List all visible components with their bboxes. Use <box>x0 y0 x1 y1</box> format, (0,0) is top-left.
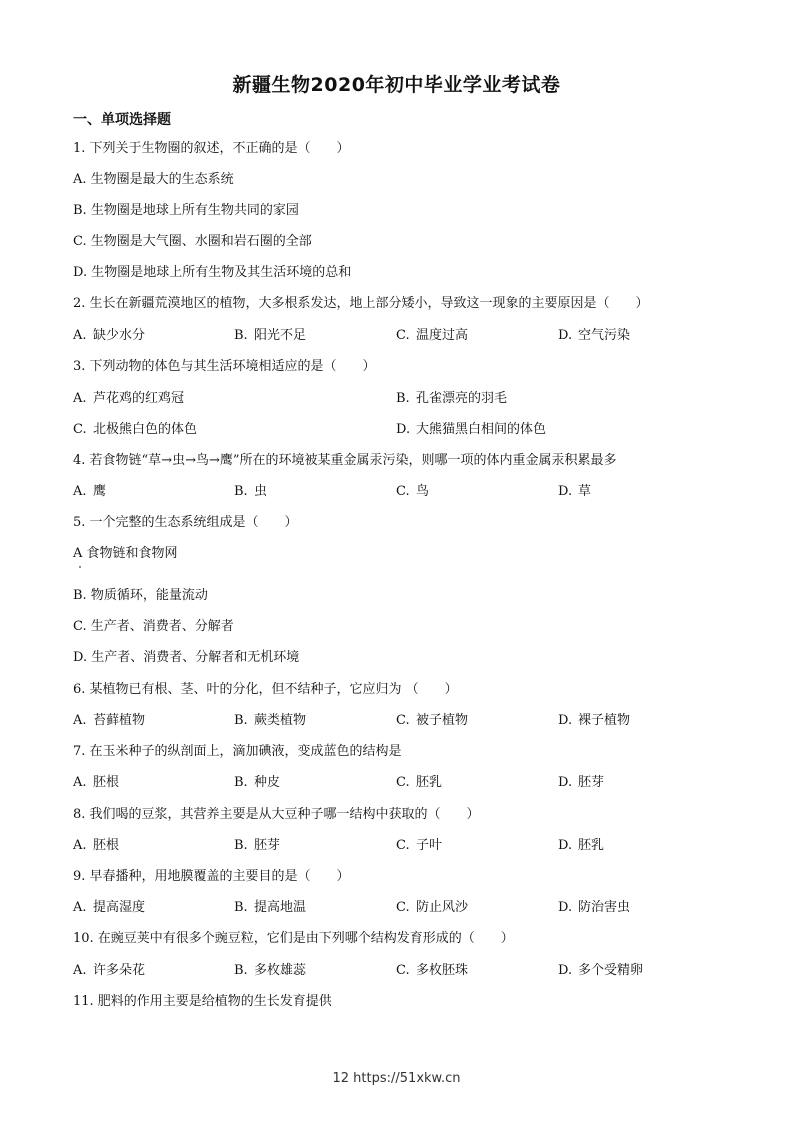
question-3-option-a <box>73 390 184 408</box>
option-letter: B. <box>234 328 248 343</box>
question-4-option-a <box>73 483 106 501</box>
option-letter: A. <box>73 484 87 499</box>
question-9-option-a <box>73 899 145 917</box>
option-text: 被子植物 <box>416 713 469 728</box>
option-text: 孔雀漂亮的羽毛 <box>416 391 508 406</box>
question-11-stem: 11. 肥料的作用主要是给植物的生长发育提供 <box>73 994 332 1009</box>
question-8-option-d <box>558 837 604 855</box>
question-10-option-b <box>234 962 306 980</box>
option-text: 北极熊白色的体色 <box>93 422 198 437</box>
option-text: 提高地温 <box>254 900 307 915</box>
option-letter: D. <box>558 328 573 343</box>
question-5-option-b: B. 物质循环，能量流动 <box>73 588 208 603</box>
option-text: 多枚胚珠 <box>416 963 469 978</box>
question-4-stem: 4. 若食物链“草→虫→鸟→鹰”所在的环境被某重金属汞污染，则哪一项的体内重金属汞积累最多 <box>73 453 617 468</box>
question-9-option-c <box>396 899 468 917</box>
option-letter: D. <box>558 963 573 978</box>
option-letter: D. <box>558 838 573 853</box>
option-letter: C. <box>396 713 410 728</box>
question-6-option-c <box>396 712 468 730</box>
question-7-option-b <box>234 774 280 792</box>
option-text: 胚乳 <box>416 775 443 790</box>
question-6-stem: 6. 某植物已有根、茎、叶的分化，但不结种子，它应归为 （ ） <box>73 682 458 697</box>
option-letter: B. <box>396 391 410 406</box>
option-text: 胚根 <box>93 838 120 853</box>
option-text: 防止风沙 <box>416 900 469 915</box>
option-letter: B. <box>234 838 248 853</box>
option-text: 裸子植物 <box>578 713 631 728</box>
question-3-option-c <box>73 421 197 439</box>
question-10-option-d <box>558 962 643 980</box>
option-text: 缺少水分 <box>93 328 146 343</box>
option-letter: B. <box>234 775 248 790</box>
option-letter: C. <box>396 838 410 853</box>
question-1-option-a: A. 生物圈是最大的生态系统 <box>73 172 234 187</box>
question-10-option-a <box>73 962 145 980</box>
option-letter: A. <box>73 391 87 406</box>
option-text: 鸟 <box>416 484 430 499</box>
question-2-option-c <box>396 327 468 345</box>
question-1-option-c: C. 生物圈是大气圈、水圈和岩石圈的全部 <box>73 234 312 249</box>
option-text: 草 <box>578 484 592 499</box>
question-4-option-d <box>558 483 591 501</box>
question-10-stem: 10. 在豌豆荚中有很多个豌豆粒，它们是由下列哪个结构发育形成的（ ） <box>73 931 514 946</box>
option-text: 温度过高 <box>416 328 469 343</box>
question-2-option-d <box>558 327 630 345</box>
option-letter: C. <box>396 328 410 343</box>
option-text: 胚芽 <box>578 775 605 790</box>
option-letter: C. <box>396 775 410 790</box>
option-letter: C. <box>396 900 410 915</box>
question-5-option-c: C. 生产者、消费者、分解者 <box>73 619 234 634</box>
question-4-option-c <box>396 483 429 501</box>
stray-mark <box>79 566 81 568</box>
question-2-stem: 2. 生长在新疆荒漠地区的植物，大多根系发达，地上部分矮小，导致这一现象的主要原因是（ ） <box>73 296 649 311</box>
question-7-option-d <box>558 774 604 792</box>
option-letter: A. <box>73 838 87 853</box>
option-text: 胚芽 <box>254 838 281 853</box>
option-text: 阳光不足 <box>254 328 307 343</box>
option-text: 空气污染 <box>578 328 631 343</box>
question-7-option-a <box>73 774 119 792</box>
option-text: 种皮 <box>254 775 281 790</box>
option-letter: D. <box>396 422 411 437</box>
option-text: 胚乳 <box>578 838 605 853</box>
option-text: 虫 <box>254 484 268 499</box>
option-text: 许多朵花 <box>93 963 146 978</box>
option-letter: B. <box>234 963 248 978</box>
option-letter: D. <box>558 713 573 728</box>
option-text: 提高湿度 <box>93 900 146 915</box>
question-6-option-d <box>558 712 630 730</box>
option-text: 子叶 <box>416 838 443 853</box>
option-text: 苔藓植物 <box>93 713 146 728</box>
option-letter: C. <box>396 484 410 499</box>
question-9-stem: 9. 早春播种，用地膜覆盖的主要目的是（ ） <box>73 869 350 884</box>
question-10-option-c <box>396 962 468 980</box>
question-5-option-a: A 食物链和食物网 <box>73 546 178 561</box>
page-footer: 12 https://51xkw.cn <box>332 1071 461 1086</box>
question-2-option-b <box>234 327 306 345</box>
question-1-stem: 1. 下列关于生物圈的叙述，不正确的是（ ） <box>73 141 350 156</box>
question-8-option-b <box>234 837 280 855</box>
question-6-option-b <box>234 712 306 730</box>
option-letter: B. <box>234 713 248 728</box>
question-1-option-b: B. 生物圈是地球上所有生物共同的家园 <box>73 203 299 218</box>
option-text: 大熊猫黑白相间的体色 <box>416 422 547 437</box>
question-8-option-c <box>396 837 442 855</box>
option-text: 蕨类植物 <box>254 713 307 728</box>
option-text: 胚根 <box>93 775 120 790</box>
option-letter: B. <box>234 900 248 915</box>
option-letter: A. <box>73 775 87 790</box>
question-2-option-a <box>73 327 145 345</box>
question-9-option-d <box>558 899 630 917</box>
option-text: 防治害虫 <box>578 900 631 915</box>
option-letter: C. <box>73 422 87 437</box>
option-text: 鹰 <box>93 484 107 499</box>
option-letter: B. <box>234 484 248 499</box>
question-6-option-a <box>73 712 145 730</box>
section-heading: 一、单项选择题 <box>73 112 171 128</box>
question-1-option-d: D. 生物圈是地球上所有生物及其生活环境的总和 <box>73 265 352 280</box>
question-8-stem: 8. 我们喝的豆浆，其营养主要是从大豆种子哪一结构中获取的（ ） <box>73 807 480 822</box>
option-text: 多个受精卵 <box>578 963 644 978</box>
question-9-option-b <box>234 899 306 917</box>
question-5-option-d: D. 生产者、消费者、分解者和无机环境 <box>73 650 300 665</box>
option-text: 芦花鸡的红鸡冠 <box>93 391 185 406</box>
option-letter: D. <box>558 484 573 499</box>
option-letter: A. <box>73 328 87 343</box>
option-letter: A. <box>73 713 87 728</box>
option-letter: D. <box>558 900 573 915</box>
question-7-stem: 7. 在玉米种子的纵剖面上，滴加碘液，变成蓝色的结构是 <box>73 744 402 759</box>
option-letter: C. <box>396 963 410 978</box>
option-letter: A. <box>73 963 87 978</box>
option-letter: A. <box>73 900 87 915</box>
question-3-option-d <box>396 421 546 439</box>
option-text: 多枚雄蕊 <box>254 963 307 978</box>
question-3-stem: 3. 下列动物的体色与其生活环境相适应的是（ ） <box>73 359 376 374</box>
question-4-option-b <box>234 483 267 501</box>
question-3-option-b <box>396 390 507 408</box>
question-5-stem: 5. 一个完整的生态系统组成是（ ） <box>73 515 298 530</box>
question-8-option-a <box>73 837 119 855</box>
question-7-option-c <box>396 774 442 792</box>
option-letter: D. <box>558 775 573 790</box>
page-title: 新疆生物2020年初中毕业学业考试卷 <box>232 74 561 96</box>
